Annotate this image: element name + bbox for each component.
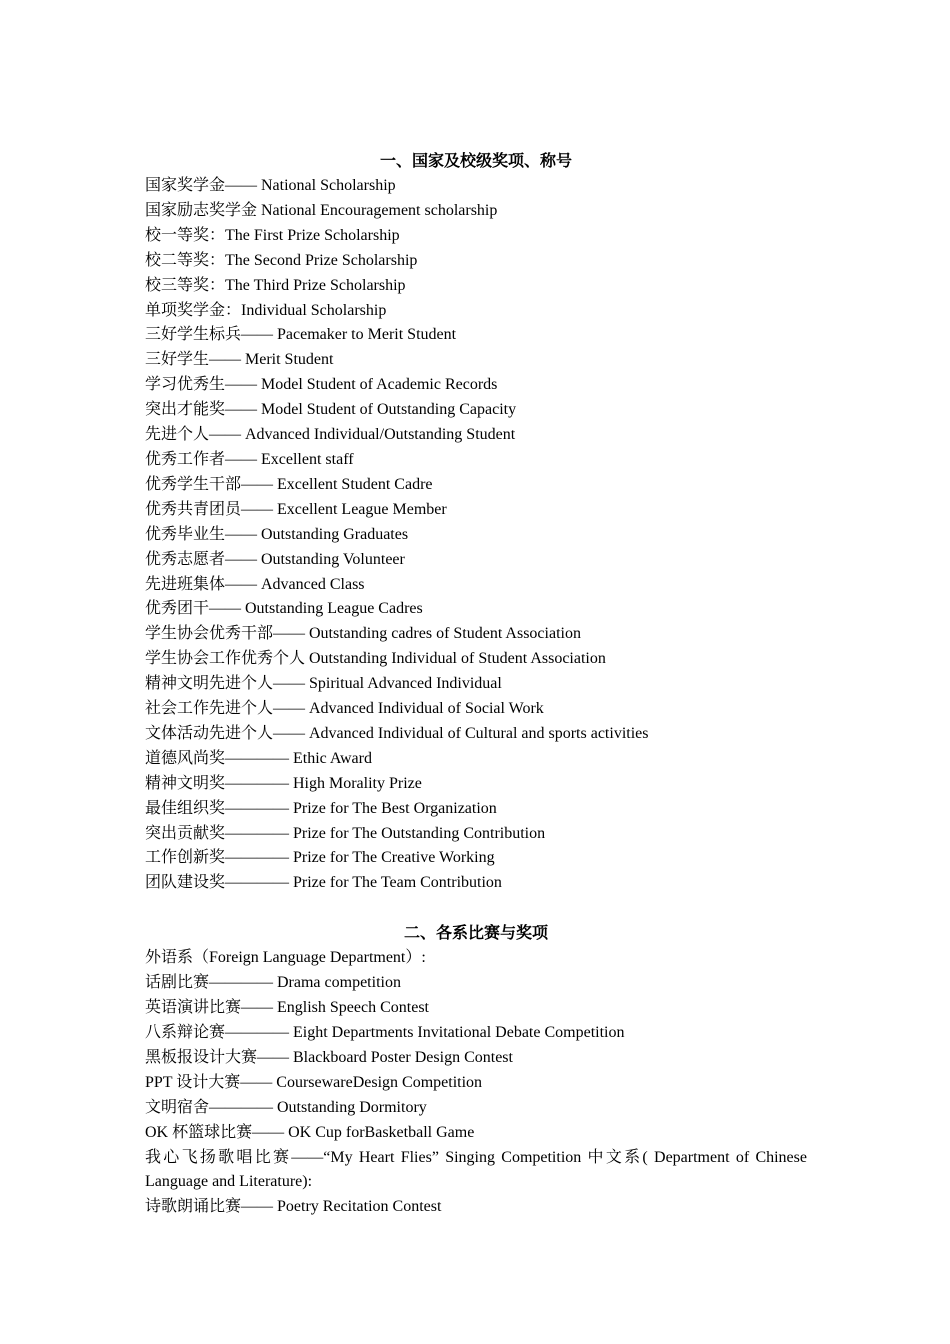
list-item: 优秀共青团员—— Excellent League Member	[145, 500, 447, 518]
list-item: 校三等奖：The Third Prize Scholarship	[145, 276, 406, 294]
list-item: 黑板报设计大赛—— Blackboard Poster Design Contest	[145, 1048, 513, 1066]
section-spacer	[145, 896, 807, 921]
list-item: 学习优秀生—— Model Student of Academic Records	[145, 376, 498, 394]
list-item: 诗歌朗诵比赛—— Poetry Recitation Contest	[145, 1198, 442, 1216]
list-item: 道德风尚奖———— Ethic Award	[145, 749, 372, 767]
list-item: 英语演讲比赛—— English Speech Contest	[145, 999, 429, 1017]
list-item: 学生协会优秀干部—— Outstanding cadres of Student Association	[145, 625, 581, 643]
list-item: 精神文明奖———— High Morality Prize	[145, 774, 422, 792]
list-item: PPT 设计大赛—— CoursewareDesign Competition	[145, 1073, 483, 1091]
list-item: 三好学生标兵—— Pacemaker to Merit Student	[145, 326, 457, 344]
list-item: 国家奖学金—— National Scholarship	[145, 177, 396, 194]
list-item: 优秀毕业生—— Outstanding Graduates	[145, 525, 409, 543]
list-item: 国家励志奖学金 National Encouragement scholarship	[145, 201, 498, 219]
list-item: 话剧比赛———— Drama competition	[145, 974, 401, 992]
list-item: 先进班集体—— Advanced Class	[145, 575, 365, 593]
list-item: 文明宿舍———— Outstanding Dormitory	[145, 1098, 427, 1116]
list-item: 优秀学生干部—— Excellent Student Cadre	[145, 475, 433, 493]
section-2-list	[145, 946, 807, 1220]
list-item: 精神文明先进个人—— Spiritual Advanced Individual	[145, 675, 502, 693]
list-item: 学生协会工作优秀个人 Outstanding Individual of Student Association	[145, 650, 606, 668]
list-item: 单项奖学金：Individual Scholarship	[145, 301, 387, 319]
list-item: 优秀工作者—— Excellent staff	[145, 450, 354, 468]
list-item: 突出才能奖—— Model Student of Outstanding Capacity	[145, 401, 517, 419]
list-item: 突出贡献奖———— Prize for The Outstanding Contribution	[145, 824, 546, 842]
document-body	[145, 149, 807, 1220]
list-item: 社会工作先进个人—— Advanced Individual of Social Work	[145, 700, 544, 718]
list-item: 八系辩论赛———— Eight Departments Invitational Debate Competition	[145, 1024, 625, 1041]
section-1-heading: 一、国家及校级奖项、称号	[379, 153, 572, 170]
list-item: 我心飞扬歌唱比赛——“My Heart Flies” Singing Competition 中文系( Department of Chinese Language and Literature):	[145, 1148, 807, 1191]
list-item: OK 杯篮球比赛—— OK Cup forBasketball Game	[145, 1123, 475, 1141]
section-1-list	[145, 174, 807, 896]
section-2-heading: 二、各系比赛与奖项	[403, 925, 548, 943]
list-item: 工作创新奖———— Prize for The Creative Working	[145, 849, 495, 867]
list-item: 文体活动先进个人—— Advanced Individual of Cultural and sports activities	[145, 724, 649, 742]
list-item: 优秀志愿者—— Outstanding Volunteer	[145, 550, 405, 568]
list-item: 最佳组织奖———— Prize for The Best Organization	[145, 799, 497, 817]
list-item: 团队建设奖———— Prize for The Team Contribution	[145, 874, 502, 892]
list-item: 外语系（Foreign Language Department）:	[145, 949, 426, 967]
list-item: 校二等奖：The Second Prize Scholarship	[145, 251, 418, 269]
list-item: 先进个人—— Advanced Individual/Outstanding Student	[145, 426, 516, 444]
list-item: 三好学生—— Merit Student	[145, 351, 334, 369]
list-item: 优秀团干—— Outstanding League Cadres	[145, 600, 423, 618]
list-item: 校一等奖：The First Prize Scholarship	[145, 226, 400, 244]
